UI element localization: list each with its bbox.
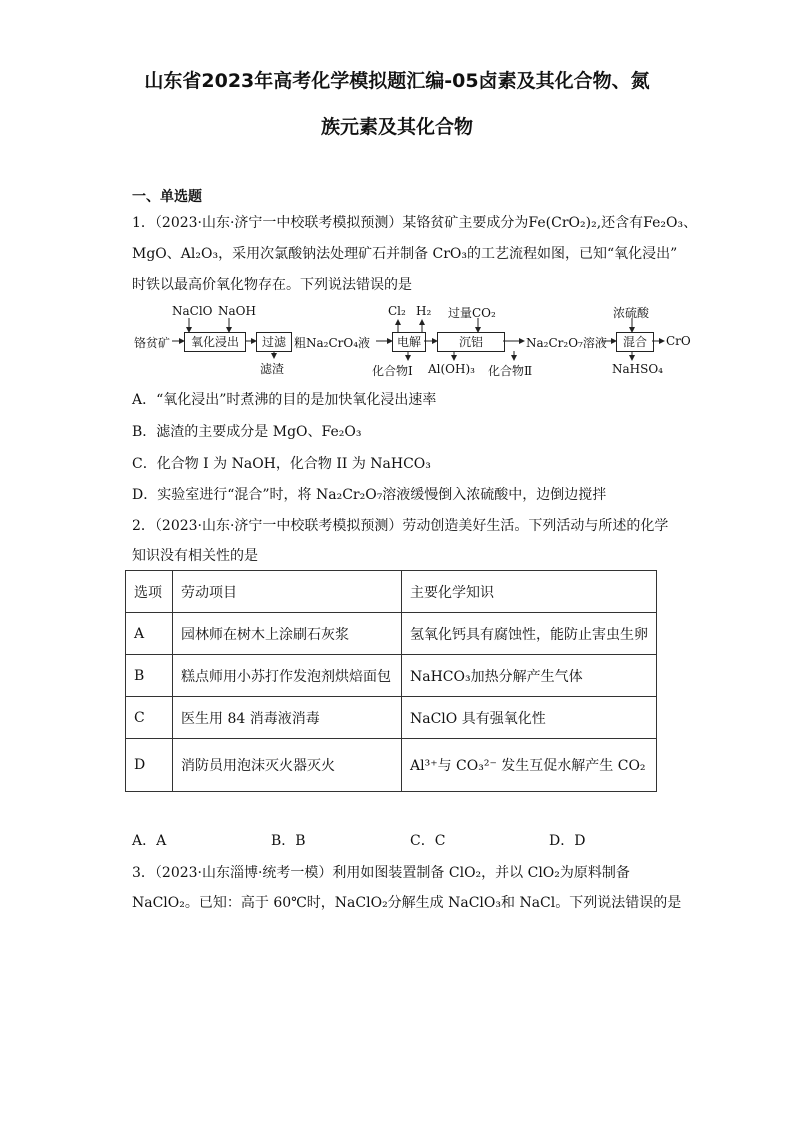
table-header-cell: 选项 [126,571,173,613]
flow-naclo-label: NaClO [172,304,213,318]
table-row [126,697,657,739]
table-cell: 医生用 84 消毒液消毒 [173,697,402,739]
flow-cl2-label: Cl₂ [388,304,406,318]
process-flow-diagram [132,296,692,382]
q1-option-b[interactable]: B．滤渣的主要成分是 MgO、Fe₂O₃ [132,424,362,440]
q3-stem-line-2: NaClO₂。已知：高于 60℃时，NaClO₂分解生成 NaClO₃和 NaCl。下列说法错误的是 [132,895,682,911]
table-cell: NaClO 具有强氧化性 [402,697,657,739]
table-row [126,613,657,655]
table-cell: 消防员用泡沫灭火器灭火 [173,739,402,792]
q1-option-d[interactable]: D．实验室进行“混合”时，将 Na₂Cr₂O₇溶液缓慢倒入浓硫酸中，边倒边搅拌 [132,487,607,503]
flow-box-oxidation: 氧化浸出 [184,332,246,352]
table-header-cell: 劳动项目 [173,571,402,613]
flow-box-mix: 混合 [616,332,654,352]
q1-stem-line-3: 时铁以最高价氧化物存在。下列说法错误的是 [132,277,412,293]
document-title [120,58,674,150]
flow-h2so4-label: 浓硫酸 [613,306,650,320]
table-row [126,655,657,697]
q2-table [125,570,657,792]
q1-option-c[interactable]: C．化合物 I 为 NaOH，化合物 II 为 NaHCO₃ [132,456,431,472]
flow-nahso4-label: NaHSO₄ [612,362,663,376]
flow-box-precipitate-al: 沉铝 [437,332,505,352]
flow-co2-label: 过量CO₂ [448,306,496,320]
flow-aloh3-label: Al(OH)₃ [428,362,475,376]
title-line-1: 山东省2023年高考化学模拟题汇编-05卤素及其化合物、氮 [144,70,650,92]
table-cell: D [126,739,173,792]
table-header-row [126,571,657,613]
q3-stem-line-1: 3．（2023·山东淄博·统考一模）利用如图装置制备 ClO₂，并以 ClO₂为原料制备 [132,865,630,881]
flow-h2-label: H₂ [416,304,432,318]
flow-box-filter: 过滤 [256,332,292,352]
table-cell: 园林师在树木上涂刷石灰浆 [173,613,402,655]
flow-residue-label: 滤渣 [260,362,285,376]
section-heading: 一、单选题 [132,189,202,205]
table-cell: B [126,655,173,697]
flow-crude-solution-label: 粗Na₂CrO₄液 [294,336,371,350]
q2-option-a[interactable]: A．A [132,833,167,849]
q2-stem-line-1: 2．（2023·山东·济宁一中校联考模拟预测）劳动创造美好生活。下列活动与所述的化学 [132,518,669,534]
table-row [126,739,657,792]
table-cell: 氢氧化钙具有腐蚀性，能防止害虫生卵 [402,613,657,655]
flow-compound-1-label: 化合物Ⅰ [372,364,413,378]
table-cell: Al³⁺与 CO₃²⁻ 发生互促水解产生 CO₂ [402,739,657,792]
q2-stem-line-2: 知识没有相关性的是 [132,548,258,564]
table-cell: NaHCO₃加热分解产生气体 [402,655,657,697]
table-header-cell: 主要化学知识 [402,571,657,613]
q2-option-d[interactable]: D．D [549,833,586,849]
flow-naoh-label: NaOH [218,304,256,318]
flow-compound-2-label: 化合物Ⅱ [488,364,533,378]
q2-option-b[interactable]: B．B [271,833,306,849]
q2-option-c[interactable]: C．C [410,833,446,849]
table-cell: A [126,613,173,655]
flow-cro-label: CrO [666,334,691,348]
flow-ore-label: 铬贫矿 [134,336,171,350]
flow-box-electrolysis: 电解 [392,332,426,352]
table-cell: C [126,697,173,739]
flow-dichromate-label: Na₂Cr₂O₇溶液 [526,336,607,350]
q1-option-a[interactable]: A．“氧化浸出”时煮沸的目的是加快氧化浸出速率 [132,392,437,408]
q1-stem-line-1: 1．（2023·山东·济宁一中校联考模拟预测）某铬贫矿主要成分为Fe(CrO₂)₂,还含有Fe₂O₃、 [132,215,698,231]
q1-stem-line-2: MgO、Al₂O₃，采用次氯酸钠法处理矿石并制备 CrO₃的工艺流程如图，已知“氧化浸出” [132,246,678,262]
table-cell: 糕点师用小苏打作发泡剂烘焙面包 [173,655,402,697]
title-line-2: 族元素及其化合物 [320,116,473,138]
